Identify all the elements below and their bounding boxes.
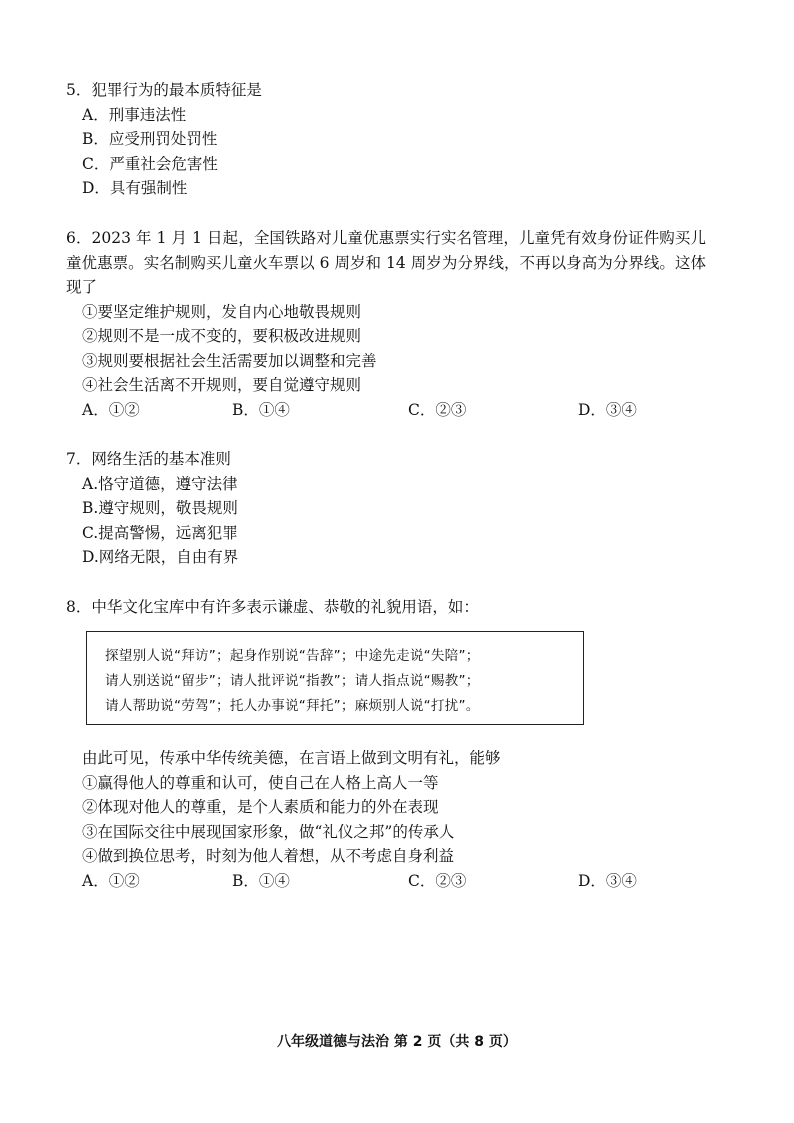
q8-option-c: C．②③ (408, 871, 467, 890)
q8-option-a: A．①② (82, 871, 140, 890)
question-6-stem: 6．2023 年 1 月 1 日起，全国铁路对儿童优惠票实行实名管理，儿童凭有效身份证件购买儿童优惠票。实名制购买儿童火车票以 6 周岁和 14 周岁为分界线，不再以身高为分界线。这体现了 (66, 229, 706, 296)
q8-item-1: ①赢得他人的尊重和认可，使自己在人格上高人一等 (82, 773, 439, 792)
question-8-body (66, 746, 726, 893)
q7-option-c: C.提高警惕，远离犯罪 (82, 523, 238, 542)
q7-option-a: A.恪守道德，遵守法律 (82, 474, 238, 493)
q6-options (66, 398, 726, 423)
courtesy-line-1: 探望别人说“拜访”；起身作别说“告辞”；中途先走说“失陪”； (105, 648, 480, 664)
q6-option-c: C．②③ (408, 400, 467, 419)
q5-option-b: B．应受刑罚处罚性 (82, 130, 218, 148)
question-7-stem: 7．网络生活的基本准则 (66, 450, 231, 468)
q6-option-a: A．①② (82, 400, 140, 419)
question-5 (66, 78, 726, 201)
q7-option-d: D.网络无限，自由有界 (82, 548, 239, 566)
q8-lead: 由此可见，传承中华传统美德，在言语上做到文明有礼，能够 (82, 749, 501, 767)
q6-item-3: ③规则要根据社会生活需要加以调整和完善 (82, 351, 377, 370)
q8-option-d: D．③④ (578, 871, 637, 890)
q8-options (66, 869, 726, 894)
courtesy-line-3: 请人帮助说“劳驾”；托人办事说“拜托”；麻烦别人说“打扰”。 (105, 698, 480, 714)
q7-option-b: B.遵守规则，敬畏规则 (82, 499, 238, 517)
q8-option-b: B．①④ (232, 871, 290, 890)
question-5-stem: 5．犯罪行为的最本质特征是 (66, 81, 262, 99)
q6-item-1: ①要坚定维护规则，发自内心地敬畏规则 (82, 302, 362, 321)
courtesy-phrases-box (86, 631, 584, 725)
q6-item-2: ②规则不是一成不变的，要积极改进规则 (82, 327, 362, 345)
q6-option-d: D．③④ (578, 400, 637, 419)
courtesy-line-2: 请人别送说“留步”；请人批评说“指教”；请人指点说“赐教”； (105, 673, 480, 689)
question-8 (66, 595, 726, 620)
q6-item-4: ④社会生活离不开规则，要自觉遵守规则 (82, 376, 362, 394)
q8-item-3: ③在国际交往中展现国家形象，做“礼仪之邦”的传承人 (82, 822, 455, 841)
question-6 (66, 226, 726, 422)
q8-item-2: ②体现对他人的尊重，是个人素质和能力的外在表现 (82, 798, 439, 816)
q5-option-c: C．严重社会危害性 (82, 154, 218, 173)
page-footer: 八年级道德与法治 第 2 页（共 8 页） (277, 1034, 517, 1050)
q6-option-b: B．①④ (232, 400, 290, 419)
q5-option-d: D．具有强制性 (82, 179, 188, 197)
question-7 (66, 447, 726, 570)
q5-option-a: A．刑事违法性 (82, 105, 187, 124)
question-8-stem: 8．中华文化宝库中有许多表示谦虚、恭敬的礼貌用语，如： (66, 598, 479, 616)
q8-item-4: ④做到换位思考，时刻为他人着想，从不考虑自身利益 (82, 847, 455, 865)
